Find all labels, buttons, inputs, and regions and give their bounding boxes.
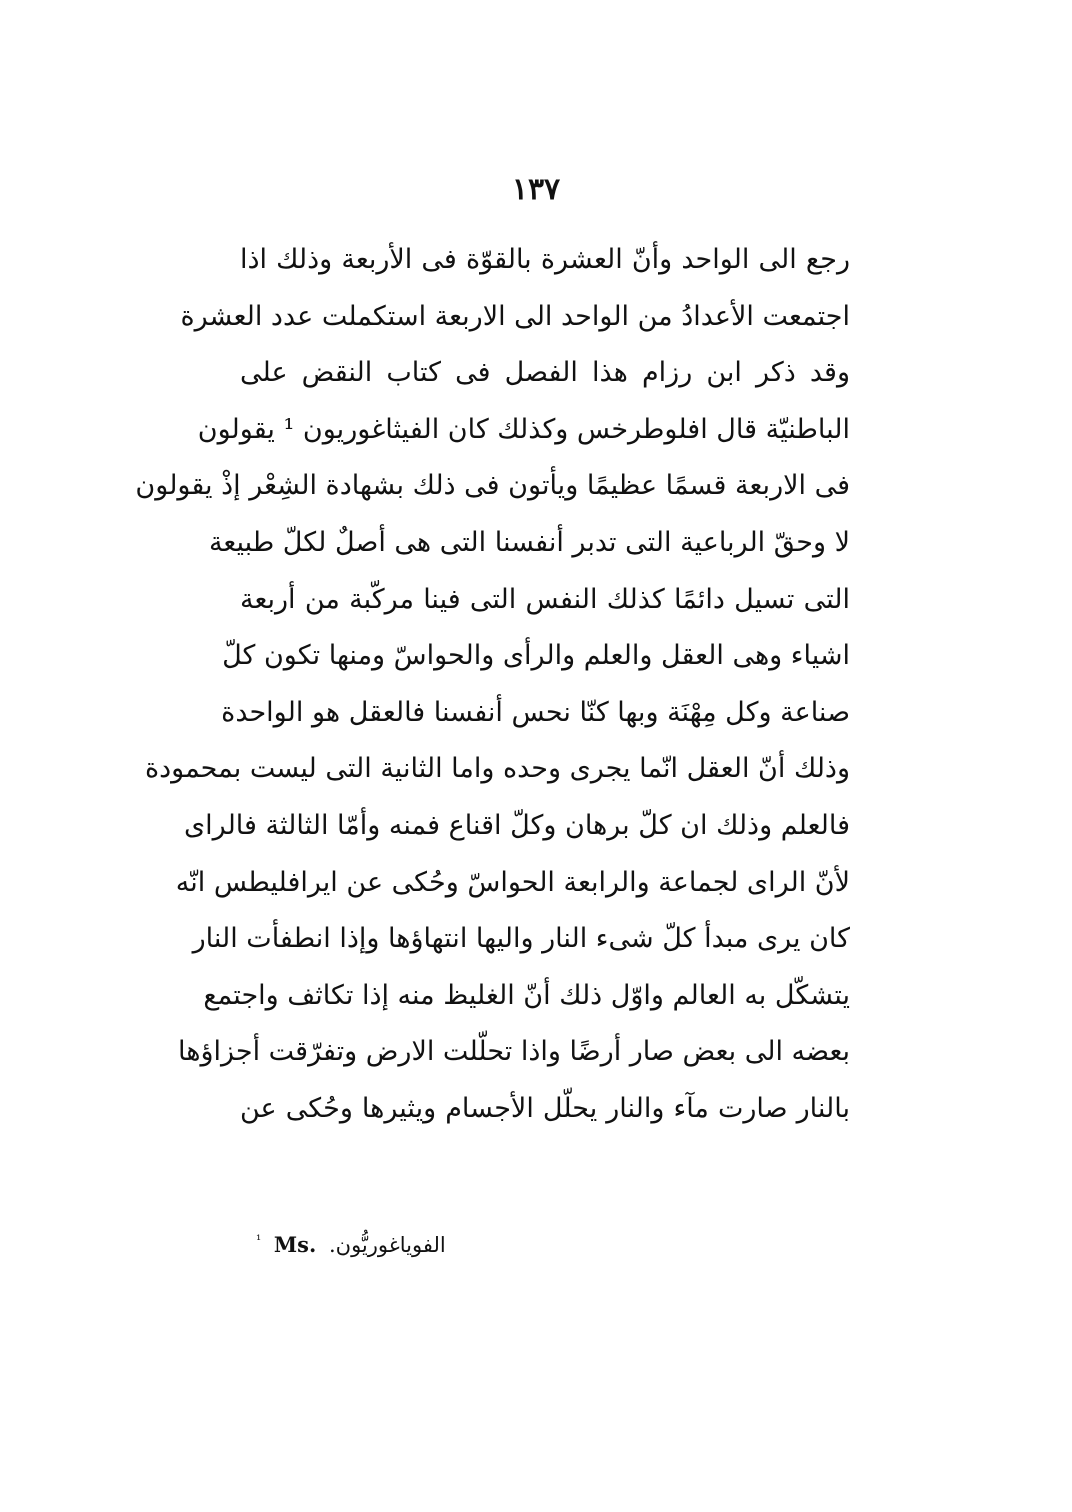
text-line: لا وحقّ الرباعية التى تدبر أنفسنا التى هى أصلٌ لكلّ طبيعة — [208, 526, 850, 558]
text-line: فى الاربعة قسمًا عظيمًا ويأتون فى ذلك بشهادة الشِعْر إذْ يقولون — [135, 470, 850, 502]
text-line: بالنار صارت مآء والنار يحلّل الأجسام ويثيرها وحُكى عن — [240, 1092, 850, 1124]
body-text — [135, 232, 850, 1138]
text-line: اجتمعت الأعدادُ من الواحد الى الاربعة استكملت عدد العشرة — [180, 300, 850, 332]
text-line: صناعة وكل مِهْنَة وبها كنّا نحس أنفسنا فالعقل هو الواحدة — [221, 696, 850, 728]
text-line: الباطنيّة قال افلوطرخس وكذلك كان الفيثاغوريون ¹ يقولون — [197, 413, 850, 445]
text-line: فالعلم وذلك ان كلّ برهان وكلّ اقناع فمنه وأمّا الثالثة فالراى — [184, 809, 850, 841]
text-line: كان يرى مبدأ كلّ شىء النار واليها انتهاؤها وإذا انطفأت النار — [192, 923, 850, 955]
text-line: اشياء وهى العقل والعلم والرأى والحواسّ ومنها تكون كلّ — [222, 640, 850, 672]
footnote — [250, 1232, 450, 1257]
text-line: وقد ذكر ابن رزام هذا الفصل فى كتاب النقض على — [240, 357, 850, 389]
text-line: يتشكّل به العالم واوّل ذلك أنّ الغليظ منه إذا تكاثف واجتمع — [203, 979, 850, 1011]
footnote-marker: ¹ — [256, 1233, 262, 1248]
text-line: التى تسيل دائمًا كذلك النفس التى فينا مركّبة من أربعة — [240, 583, 850, 615]
page-number: ١٣٧ — [511, 172, 561, 207]
text-line: وذلك أنّ العقل انّما يجرى وحده واما الثانية التى ليست بمحمودة — [144, 753, 850, 785]
text-line: لأنّ الراى لجماعة والرابعة الحواسّ وحُكى عن ايرافليطس انّه — [175, 866, 850, 898]
text-line: رجع الى الواحد وأنّ العشرة بالقوّة فى الأربعة وذلك اذا — [240, 244, 850, 275]
text-line: بعضه الى بعض صار أرضًا واذا تحلّلت الارض وتفرّقت أجزاؤها — [177, 1036, 850, 1068]
footnote-ms-label: Ms. — [273, 1232, 317, 1257]
footnote-text: الفوياغوريُّون. — [328, 1233, 446, 1257]
